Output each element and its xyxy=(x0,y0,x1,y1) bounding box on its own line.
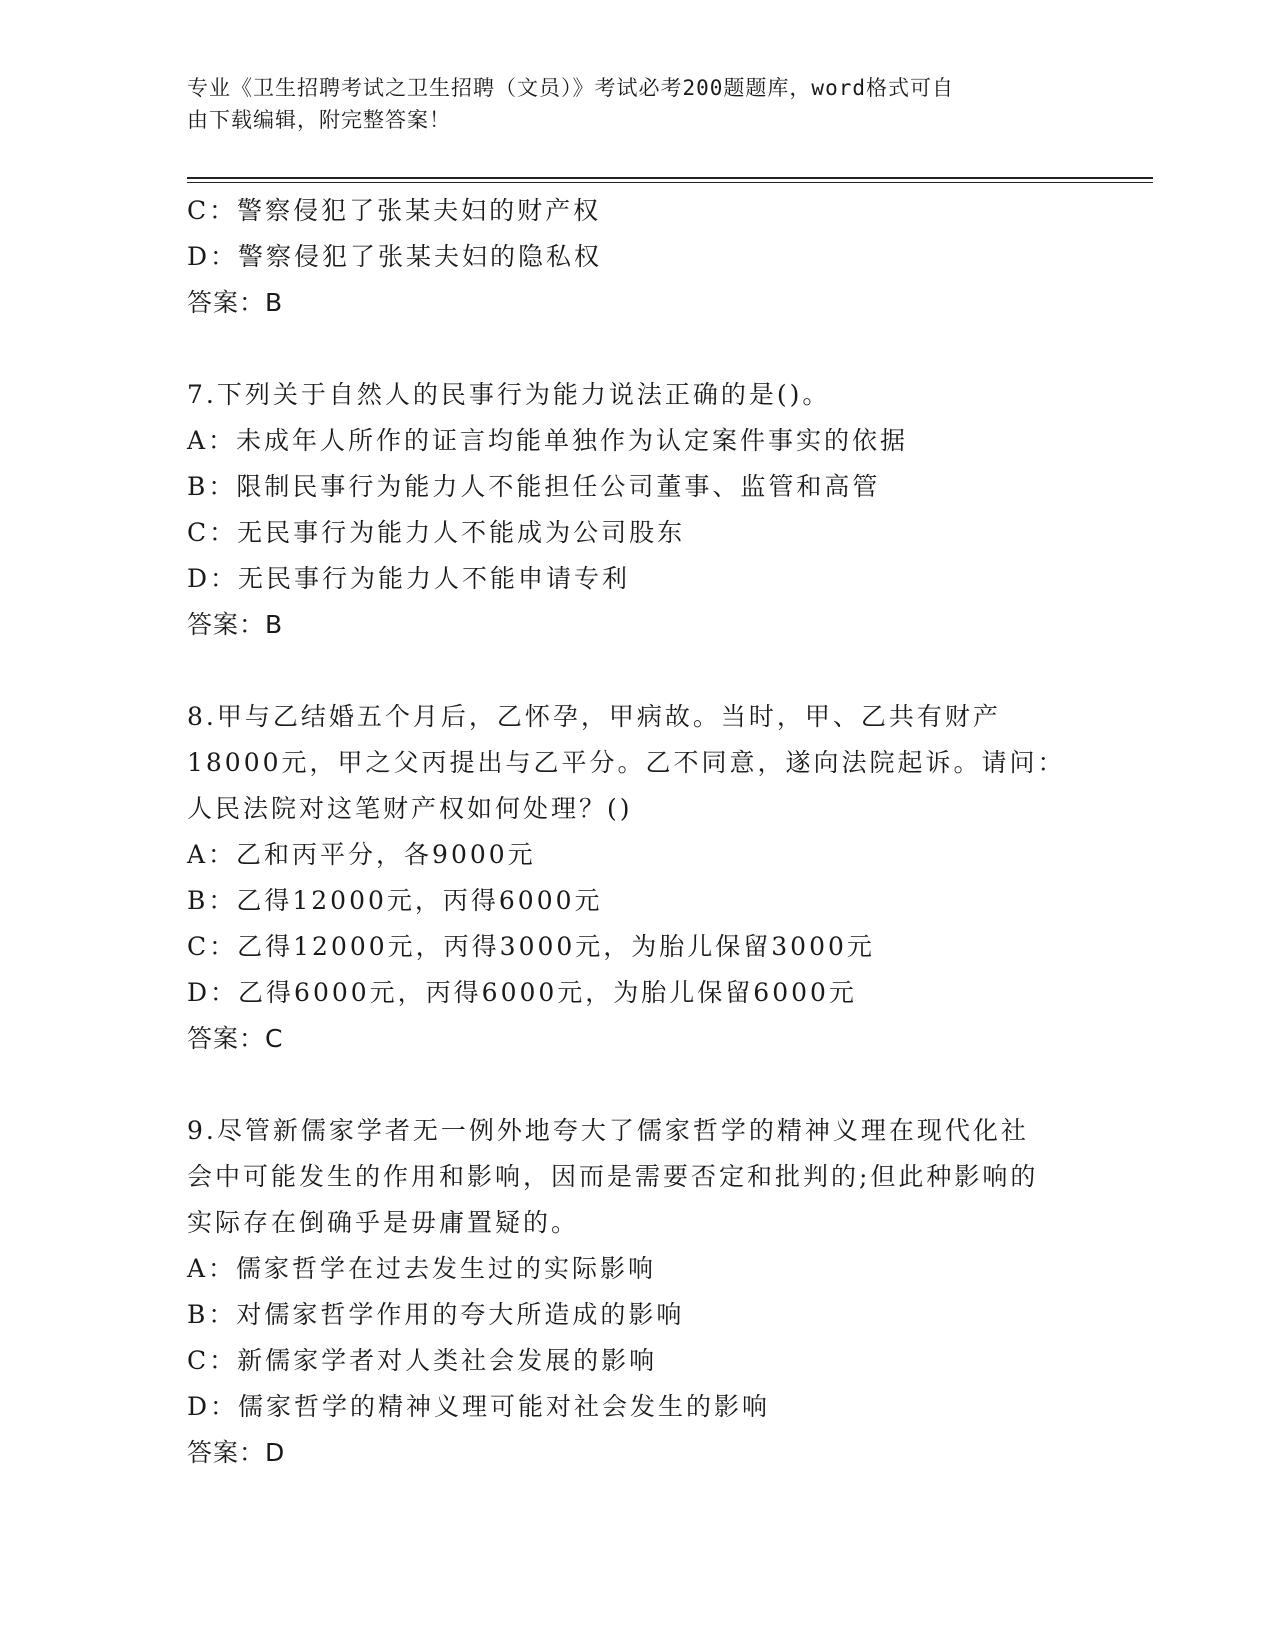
question-stem-line: 18000元，甲之父丙提出与乙平分。乙不同意，遂向法院起诉。请问： xyxy=(187,748,1066,777)
document-header xyxy=(187,72,1087,136)
option-a: A：未成年人所作的证言均能单独作为认定案件事实的依据 xyxy=(187,426,909,455)
question-9 xyxy=(187,1108,1107,1476)
question-8 xyxy=(187,694,1107,1062)
option-d: D：警察侵犯了张某夫妇的隐私权 xyxy=(187,242,603,271)
option-c: C：警察侵犯了张某夫妇的财产权 xyxy=(187,196,602,225)
option-a: A：儒家哲学在过去发生过的实际影响 xyxy=(187,1254,657,1283)
answer-line: 答案：C xyxy=(187,1024,284,1053)
option-d: D：乙得6000元，丙得6000元，为胎儿保留6000元 xyxy=(187,978,857,1007)
option-c: C：无民事行为能力人不能成为公司股东 xyxy=(187,518,686,547)
spacer xyxy=(187,648,1107,694)
option-a: A：乙和丙平分，各9000元 xyxy=(187,840,536,869)
question-stem-line: 9.尽管新儒家学者无一例外地夸大了儒家哲学的精神义理在现代化社 xyxy=(187,1116,1029,1145)
question-stem-line: 8.甲与乙结婚五个月后，乙怀孕，甲病故。当时，甲、乙共有财产 xyxy=(187,702,1001,731)
header-line-2: 由下载编辑，附完整答案！ xyxy=(187,108,451,132)
answer-line: 答案：D xyxy=(187,1438,286,1467)
question-stem-line: 实际存在倒确乎是毋庸置疑的。 xyxy=(187,1208,580,1237)
answer-line: 答案：B xyxy=(187,288,284,317)
answer-line: 答案：B xyxy=(187,610,284,639)
header-rule-thin xyxy=(187,182,1153,183)
option-c: C：新儒家学者对人类社会发展的影响 xyxy=(187,1346,658,1375)
question-7 xyxy=(187,372,1107,648)
option-b: B：对儒家哲学作用的夸大所造成的影响 xyxy=(187,1300,685,1329)
option-d: D：儒家哲学的精神义理可能对社会发生的影响 xyxy=(187,1392,771,1421)
document-body xyxy=(187,188,1107,1476)
option-b: B：限制民事行为能力人不能担任公司董事、监管和高管 xyxy=(187,472,881,501)
option-b: B：乙得12000元，丙得6000元 xyxy=(187,886,603,915)
question-stem-line: 7.下列关于自然人的民事行为能力说法正确的是()。 xyxy=(187,380,831,409)
question-stem-line: 会中可能发生的作用和影响，因而是需要否定和批判的;但此种影响的 xyxy=(187,1162,1039,1191)
option-d: D：无民事行为能力人不能申请专利 xyxy=(187,564,631,593)
spacer xyxy=(187,326,1107,372)
question-stem-line: 人民法院对这笔财产权如何处理？() xyxy=(187,794,633,823)
question-fragment xyxy=(187,188,1107,326)
header-line-1: 专业《卫生招聘考试之卫生招聘（文员）》考试必考200题题库，word格式可自 xyxy=(187,76,954,100)
header-rule-thick xyxy=(187,177,1153,179)
spacer xyxy=(187,1062,1107,1108)
option-c: C：乙得12000元，丙得3000元，为胎儿保留3000元 xyxy=(187,932,875,961)
